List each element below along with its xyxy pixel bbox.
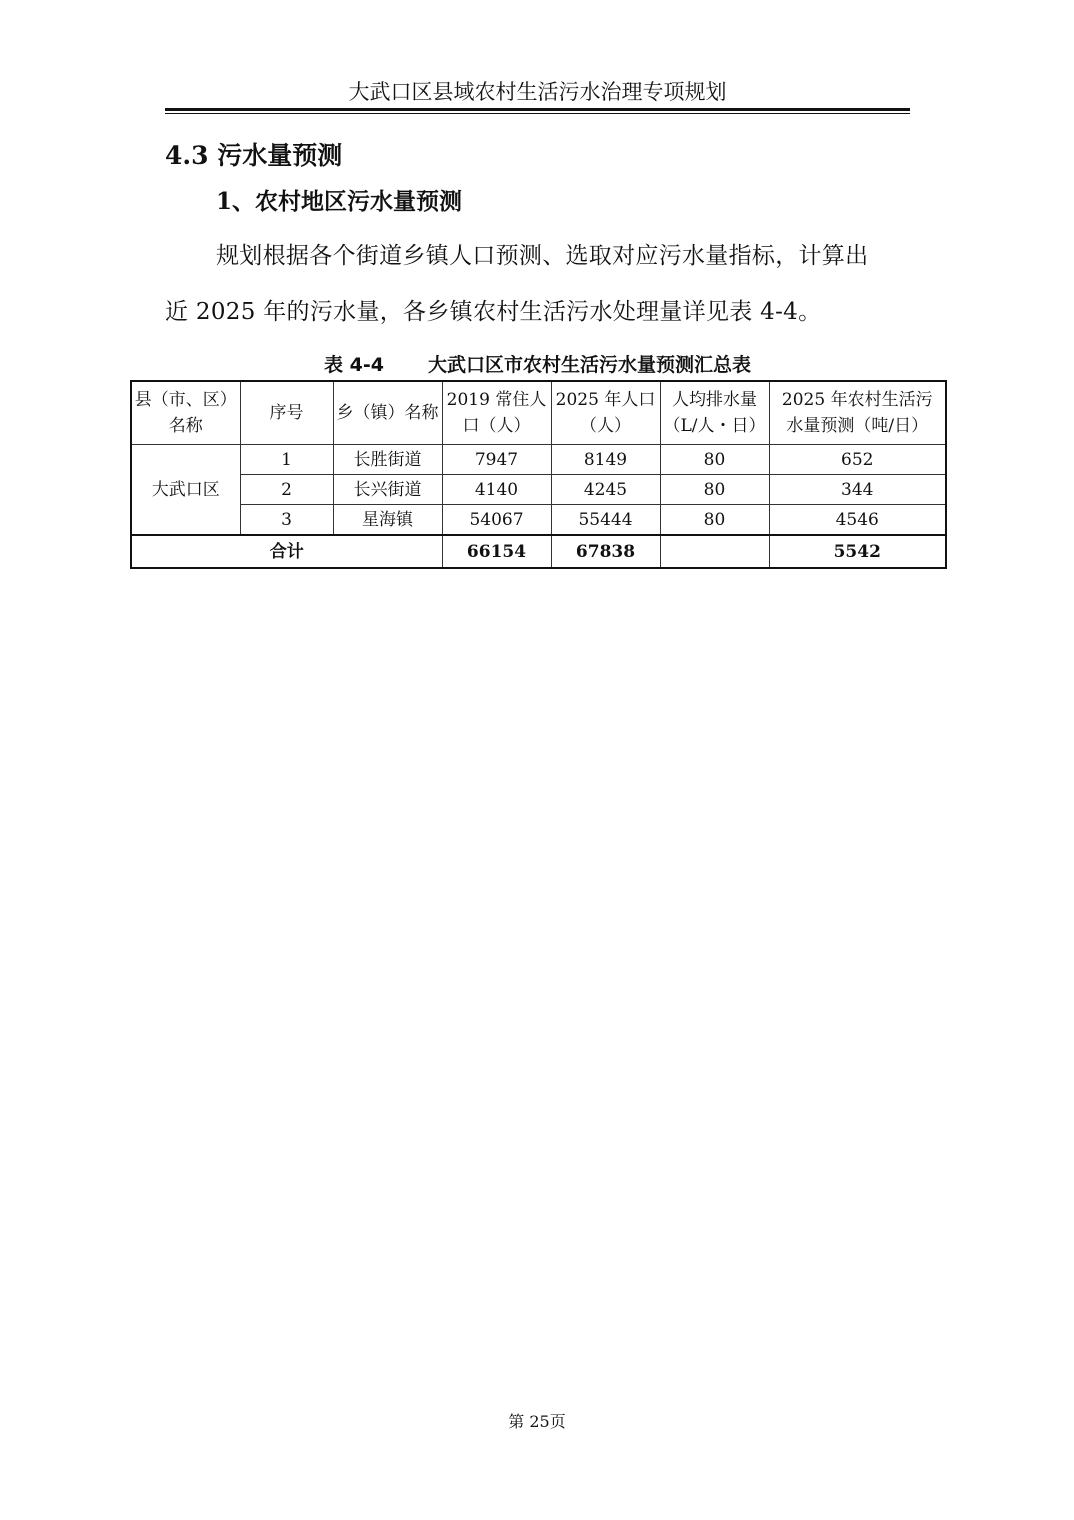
header-cell-sewage xyxy=(769,381,946,445)
sewage-forecast-table xyxy=(130,380,947,569)
section-heading: 4.3 污水量预测 xyxy=(165,141,343,170)
cell-pop2019: 54067 xyxy=(442,505,551,536)
header-cell-pop2025 xyxy=(551,381,660,445)
header-cell-district xyxy=(131,381,240,445)
total-sewage: 5542 xyxy=(769,535,946,568)
cell-town: 长兴街道 xyxy=(333,475,442,505)
cell-sewage: 4546 xyxy=(769,505,946,536)
header-text: （L/人・日） xyxy=(663,416,766,436)
header-text: 2025 年农村生活污 xyxy=(781,390,933,410)
table-header-row xyxy=(131,381,946,445)
header-text: （人） xyxy=(580,416,631,436)
header-text: 乡（镇）名称 xyxy=(336,403,439,423)
header-text: 2025 年人口 xyxy=(555,390,656,410)
table-caption-title: 大武口区市农村生活污水量预测汇总表 xyxy=(427,354,751,376)
cell-pop2025: 8149 xyxy=(551,445,660,475)
district-cell: 大武口区 xyxy=(131,445,240,536)
cell-town: 星海镇 xyxy=(333,505,442,536)
header-text: 名称 xyxy=(168,416,203,436)
header-text: 口（人） xyxy=(462,416,531,436)
table-caption-number: 表 4-4 xyxy=(324,354,384,376)
cell-pop2025: 4245 xyxy=(551,475,660,505)
table-row xyxy=(131,445,946,475)
total-pop2025: 67838 xyxy=(551,535,660,568)
header-text: 水量预测（吨/日） xyxy=(786,416,929,436)
cell-pop2019: 7947 xyxy=(442,445,551,475)
header-text: 人均排水量 xyxy=(672,390,757,410)
paragraph-line-1: 规划根据各个街道乡镇人口预测、选取对应污水量指标，计算出 xyxy=(216,243,869,269)
cell-sewage: 652 xyxy=(769,445,946,475)
cell-sewage: 344 xyxy=(769,475,946,505)
total-pop2019: 66154 xyxy=(442,535,551,568)
table-caption xyxy=(130,352,945,378)
header-cell-town xyxy=(333,381,442,445)
cell-per-capita: 80 xyxy=(660,445,769,475)
header-text: 2019 常住人 xyxy=(446,390,547,410)
header-text: 序号 xyxy=(269,403,304,423)
table-total-row xyxy=(131,535,946,568)
header-cell-per-capita xyxy=(660,381,769,445)
total-label: 合计 xyxy=(131,535,442,568)
cell-per-capita: 80 xyxy=(660,475,769,505)
cell-town: 长胜街道 xyxy=(333,445,442,475)
table-row xyxy=(131,505,946,536)
header-cell-index xyxy=(240,381,333,445)
cell-index: 3 xyxy=(240,505,333,536)
cell-index: 2 xyxy=(240,475,333,505)
page-header-title: 大武口区县域农村生活污水治理专项规划 xyxy=(348,80,727,104)
table-row xyxy=(131,475,946,505)
header-cell-pop2019 xyxy=(442,381,551,445)
cell-pop2019: 4140 xyxy=(442,475,551,505)
header-rule-thick xyxy=(165,108,910,111)
total-per-capita xyxy=(660,535,769,568)
cell-pop2025: 55444 xyxy=(551,505,660,536)
subsection-heading: 1、农村地区污水量预测 xyxy=(216,188,463,215)
cell-per-capita: 80 xyxy=(660,505,769,536)
page-number: 第 25页 xyxy=(508,1412,566,1431)
header-text: 县（市、区） xyxy=(134,390,237,410)
paragraph-line-2: 近 2025 年的污水量，各乡镇农村生活污水处理量详见表 4-4。 xyxy=(165,299,822,325)
cell-index: 1 xyxy=(240,445,333,475)
header-rule-thin xyxy=(165,113,910,114)
